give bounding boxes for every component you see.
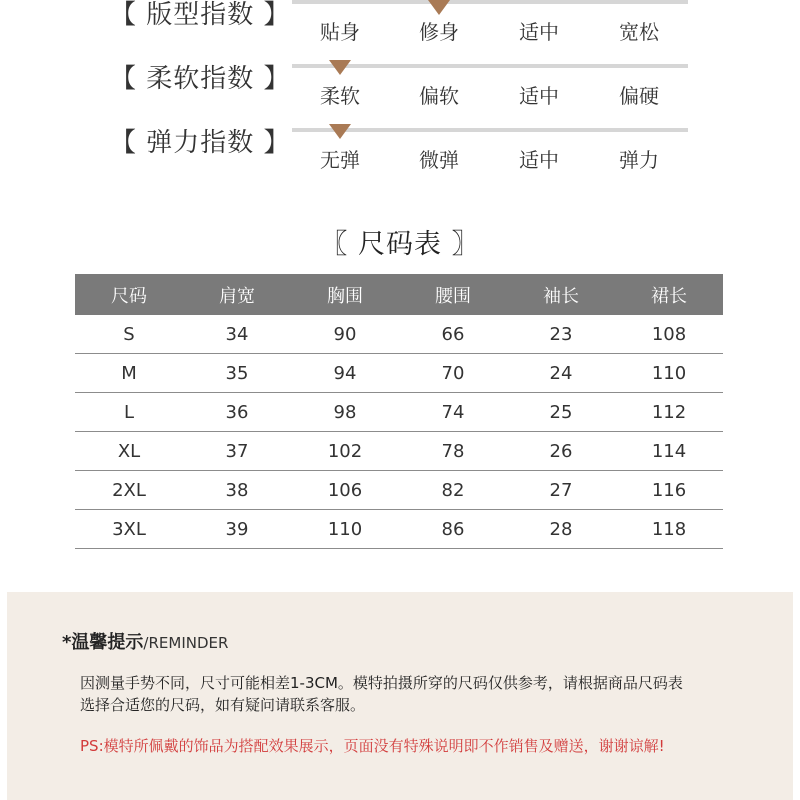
column-header: 胸围 (291, 274, 399, 315)
table-cell: 3XL (75, 510, 183, 549)
table-cell: 118 (615, 510, 723, 549)
table-cell: 102 (291, 432, 399, 471)
table-cell: 23 (507, 315, 615, 354)
fit-index-label: 【 版型指数 】 (110, 0, 291, 30)
table-cell: 110 (615, 354, 723, 393)
reminder-ps-note: PS:模特所佩戴的饰品为搭配效果展示，页面没有特殊说明即不作销售及赠送，谢谢谅解! (80, 737, 665, 755)
fit-option: 贴身 (320, 20, 360, 44)
table-cell: 27 (507, 471, 615, 510)
elasticity-option: 微弹 (419, 148, 459, 172)
table-cell: 116 (615, 471, 723, 510)
table-row (75, 393, 723, 432)
column-header: 尺码 (75, 274, 183, 315)
softness-index-row (0, 58, 800, 118)
elasticity-index-marker-icon (329, 124, 351, 139)
table-cell: 108 (615, 315, 723, 354)
reminder-title-en: /REMINDER (143, 634, 229, 652)
table-cell: 26 (507, 432, 615, 471)
softness-option: 偏硬 (619, 84, 659, 108)
elasticity-option: 无弹 (320, 148, 360, 172)
table-cell: 110 (291, 510, 399, 549)
table-cell: 94 (291, 354, 399, 393)
fit-index-row (0, 0, 800, 54)
fit-option: 宽松 (619, 20, 659, 44)
softness-option: 适中 (519, 84, 559, 108)
table-cell: 78 (399, 432, 507, 471)
table-cell: 37 (183, 432, 291, 471)
reminder-line-1: 因测量手势不同，尺寸可能相差1-3CM。模特拍摄所穿的尺码仅供参考，请根据商品尺码表 (80, 674, 683, 692)
elasticity-index-row (0, 122, 800, 182)
table-row (75, 432, 723, 471)
table-cell: 66 (399, 315, 507, 354)
table-cell: 82 (399, 471, 507, 510)
softness-index-label: 【 柔软指数 】 (110, 64, 291, 94)
table-cell: 38 (183, 471, 291, 510)
table-cell: 114 (615, 432, 723, 471)
table-cell: 86 (399, 510, 507, 549)
column-header: 肩宽 (183, 274, 291, 315)
table-row (75, 354, 723, 393)
fit-index-marker-icon (428, 0, 450, 15)
table-cell: 74 (399, 393, 507, 432)
softness-index-marker-icon (329, 60, 351, 75)
reminder-box (7, 592, 793, 800)
table-cell: 106 (291, 471, 399, 510)
table-row (75, 315, 723, 354)
elasticity-index-track (292, 128, 688, 132)
table-cell: M (75, 354, 183, 393)
softness-option: 偏软 (419, 84, 459, 108)
column-header: 裙长 (615, 274, 723, 315)
table-cell: 112 (615, 393, 723, 432)
reminder-line-2: 选择合适您的尺码，如有疑问请联系客服。 (80, 696, 366, 714)
softness-option: 柔软 (320, 84, 360, 108)
table-cell: L (75, 393, 183, 432)
table-cell: 98 (291, 393, 399, 432)
table-cell: XL (75, 432, 183, 471)
table-cell: 90 (291, 315, 399, 354)
reminder-title-cn: *温馨提示 (62, 632, 144, 653)
table-cell: 39 (183, 510, 291, 549)
table-cell: 25 (507, 393, 615, 432)
table-cell: 28 (507, 510, 615, 549)
reminder-title (62, 628, 228, 654)
size-table (75, 274, 723, 549)
column-header: 腰围 (399, 274, 507, 315)
fit-option: 修身 (419, 20, 459, 44)
table-row (75, 471, 723, 510)
reminder-text (80, 672, 770, 716)
table-cell: S (75, 315, 183, 354)
table-cell: 24 (507, 354, 615, 393)
table-cell: 2XL (75, 471, 183, 510)
table-cell: 35 (183, 354, 291, 393)
table-row (75, 510, 723, 549)
elasticity-option: 弹力 (619, 148, 659, 172)
table-cell: 36 (183, 393, 291, 432)
size-table-header-row (75, 274, 723, 315)
fit-index-track (292, 0, 688, 4)
table-cell: 70 (399, 354, 507, 393)
size-table-title: 〖 尺码表 〗 (320, 229, 480, 260)
elasticity-index-label: 【 弹力指数 】 (110, 128, 291, 158)
column-header: 袖长 (507, 274, 615, 315)
table-cell: 34 (183, 315, 291, 354)
fit-option: 适中 (519, 20, 559, 44)
elasticity-option: 适中 (519, 148, 559, 172)
softness-index-track (292, 64, 688, 68)
